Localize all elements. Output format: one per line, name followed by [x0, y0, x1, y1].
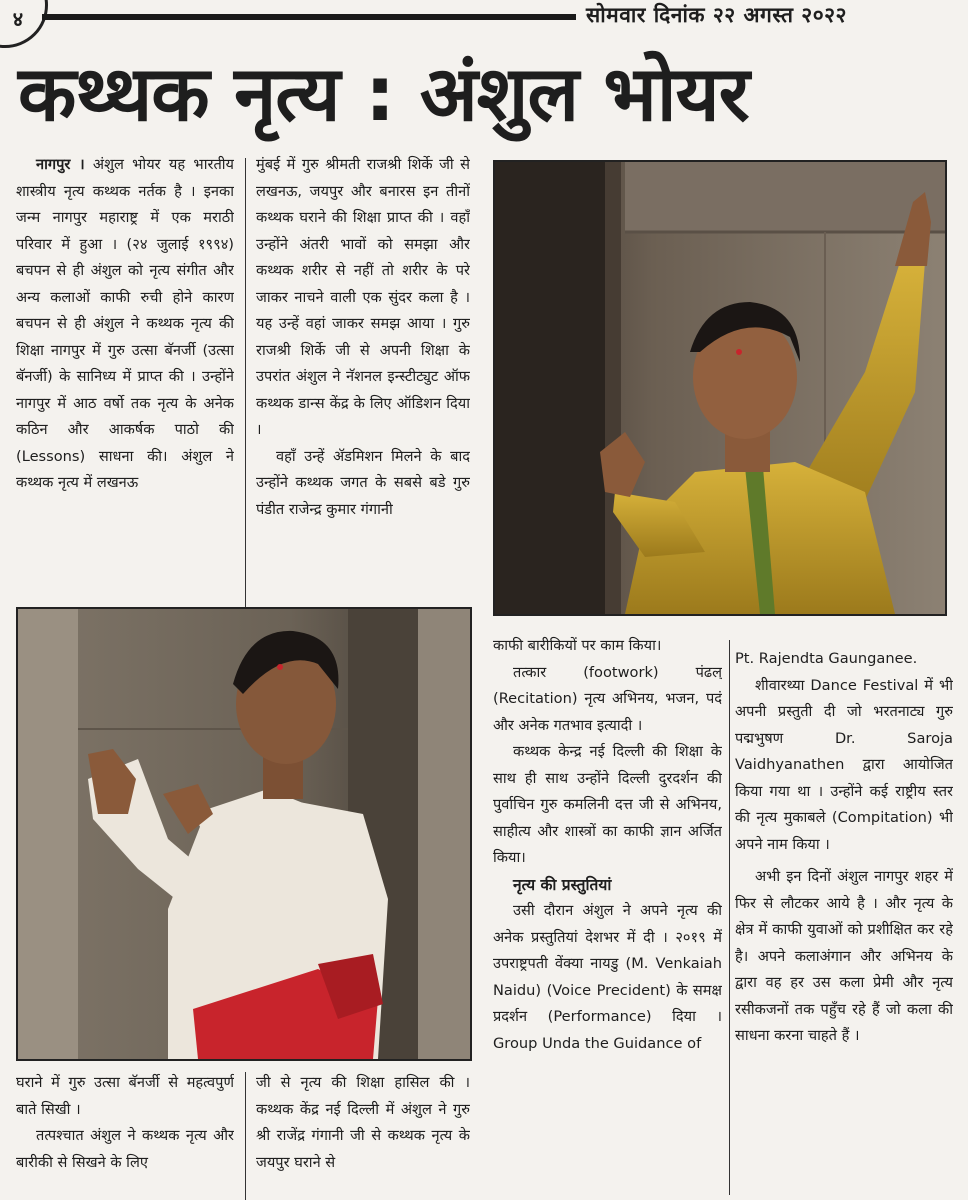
column-rule	[245, 1072, 246, 1200]
column-1-text: अंशुल भोयर यह भारतीय शास्त्रीय नृत्य कथ्थक नर्तक है । इनका जन्म नागपुर महाराष्ट्र में एक मराठी परिवार में हुआ । (२४ जुलाई १९९४) बचपन से ही अंशुल को नृत्य संगीत और अन्य कलाओं काफी रुची होने कारण बचपन से ही अंशुल ने कथ्थक नृत्य की शिक्षा नागपुर में गुरु उत्सा बॅनर्जी (उत्सा बॅनर्जी) के सानिध्य में प्राप्त की । उन्होंने नागपुर में आठ वर्षो तक नृत्य के अनेक कठिन और आकर्षक पाठो की (Lessons) साधना की। अंशुल ने कथ्थक नृत्य में लखनऊ	[16, 156, 234, 491]
column-4-para-1: Pt. Rajendta Gaunganee.	[735, 650, 918, 667]
column-rule	[245, 158, 246, 608]
column-3-para-1: काफी बारीकियों पर काम किया।	[493, 637, 662, 654]
article-column-4	[735, 646, 953, 1186]
page-number: ४	[12, 7, 24, 31]
article-bottom-column-1	[16, 1070, 234, 1198]
dateline-place: नागपुर ।	[36, 156, 85, 173]
bottom-1-para-1: घराने में गुरु उत्सा बॅनर्जी से महत्वपुर्ण बाते सिखी ।	[16, 1074, 234, 1118]
dancer-photo-white-kurta	[16, 607, 472, 1061]
column-2-para-1: मुंबई में गुरु श्रीमती राजश्री शिर्के जी से लखनऊ, जयपुर और बनारस इन तीनों कथ्थक घराने की शिक्षा प्राप्त की । वहाँ उन्होंने अंतरी भावों को समझा और कथ्थक शरीर से नहीं तो शरीर के परे जाकर नाचने वाली एक सुंदर कला है । यह उन्हें वहां जाकर समझ आया । गुरु राजश्री शिर्के जी से अपनी शिक्षा के उपरांत अंशुल ने नॅशनल इन्स्टीट्युट ऑफ कथ्थक डान्स केंद्र के लिए ऑडिशन दिया ।	[256, 156, 470, 438]
article-column-1	[16, 152, 234, 606]
column-4-para-2: शीवारथ्या Dance Festival में भी अपनी प्रस्तुती दी जो भरतनाट्य गुरु पद्मभुषण Dr. Saroja Vaidhyanathen द्वारा आयोजित किया गया था । उन्होंने कई राष्ट्रीय स्तर की नृत्य मुकाबले (Compitation) भी अपने नाम किया ।	[735, 676, 953, 853]
column-3-para-4: उसी दौरान अंशुल ने अपने नृत्य की अनेक प्रस्तुतियां देशभर में दी । २०१९ में उपराष्ट्रपती वेंक्या नायडु (M. Venkaiah Naidu) (Voice Precident) के समक्ष प्रदर्शन (Performance) दिया । Group Unda the Guidance of	[493, 902, 722, 1052]
column-2-para-2: वहाँ उन्हें ॲडमिशन मिलने के बाद उन्होंने कथ्थक जगत के सबसे बडे गुरु पंडीत राजेन्द्र कुमार गंगानी	[256, 447, 470, 518]
dancer-photo-gold-kurta	[493, 160, 947, 616]
bottom-1-para-2: तत्पश्चात अंशुल ने कथ्थक नृत्य और बारीकी से सिखने के लिए	[16, 1127, 234, 1171]
column-3-para-3: कथ्थक केन्द्र नई दिल्ली की शिक्षा के साथ ही साथ उन्होंने दिल्ली दुरदर्शन की पुर्वाचिन गुरु कमलिनी दत्त जी से अभिनय, साहीत्य और शास्त्रों का काफी ज्ञान अर्जित किया।	[493, 743, 722, 866]
column-4-para-3: अभी इन दिनों अंशुल नागपुर शहर में फिर से लौटकर आये है । और नृत्य के क्षेत्र में काफी युवाओं को प्रशीक्षित कर रहे है। अपने कलाअंगान और अभिनय के द्वारा वह हर उस कला प्रेमी और नृत्य रसीकजनों तक पहुँच रहे हैं जो कला की साधना करना चाहते हैं ।	[735, 868, 953, 1044]
article-column-2	[256, 152, 470, 606]
subheading-performances: नृत्य की प्रस्तुतियां	[513, 875, 612, 894]
column-rule	[729, 640, 730, 1195]
article-column-3	[493, 633, 722, 1200]
column-3-para-2: तत्कार (footwork) पंढल् (Recitation) नृत्य अभिनय, भजन, पदं और अनेक गतभाव इत्यादी ।	[493, 663, 722, 734]
issue-date: सोमवार दिनांक २२ अगस्त २०२२	[586, 3, 847, 27]
article-bottom-column-2	[256, 1070, 470, 1198]
header-rule	[42, 14, 576, 20]
headline: कथ्थक नृत्य : अंशुल भोयर	[18, 49, 749, 138]
bottom-2-para-1: जी से नृत्य की शिक्षा हासिल की । कथ्थक केंद्र नई दिल्ली में अंशुल ने गुरु श्री राजेंद्र गंगानी जी से कथ्थक नृत्य के जयपुर घराने से	[256, 1074, 470, 1171]
